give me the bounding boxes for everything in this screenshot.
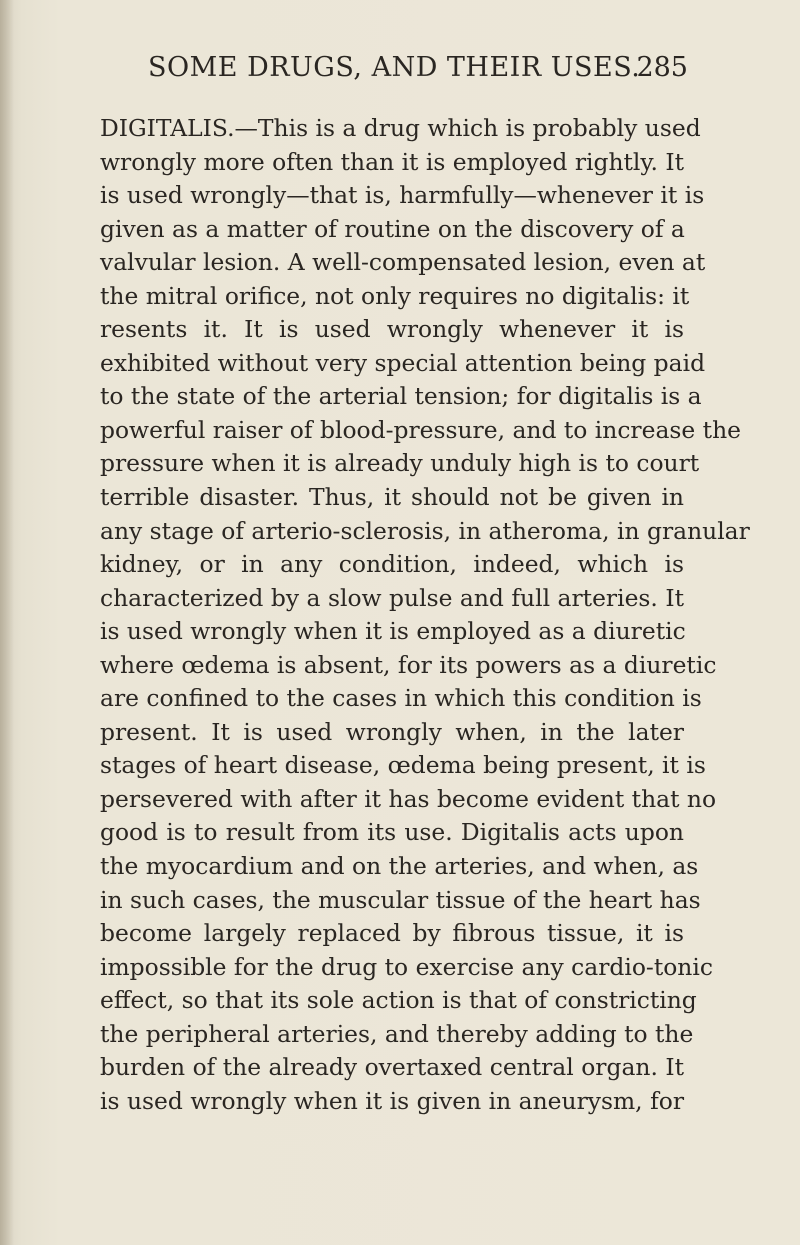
text-line: where œdema is absent, for its powers as a diuretic [100,650,717,679]
text-line: persevered with after it has become evident that no [100,784,717,813]
text-line: stages of heart disease, œdema being present, it is [100,751,706,780]
text-line: become largely replaced by fibrous tissue, it is [100,919,684,948]
text-line: the mitral orifice, not only requires no digitalis: it [100,281,690,310]
text-line: is used wrongly—that is, harmfully—whenever it is [100,181,705,210]
text-line: resents it. It is used wrongly whenever it is [100,315,684,344]
page-number: 285 [636,52,688,83]
text-line: is used wrongly when it is given in aneurysm, for [100,1086,684,1115]
binding-gutter-shadow [0,0,14,1245]
text-line: good is to result from its use. Digitalis acts upon [100,818,684,847]
text-line: the myocardium and on the arteries, and when, as [100,852,699,881]
text-line: exhibited without very special attention being paid [100,348,706,377]
text-line: kidney, or in any condition, indeed, which is [100,550,684,579]
text-line: terrible disaster. Thus, it should not be given in [100,483,684,512]
running-title: SOME DRUGS, AND THEIR USES. [148,52,641,83]
text-line: valvular lesion. A well-compensated lesion, even at [100,248,706,277]
text-line: in such cases, the muscular tissue of the heart has [100,885,701,914]
running-head [148,52,688,92]
text-line: impossible for the drug to exercise any cardio-tonic [100,952,713,981]
text-line: given as a matter of routine on the discovery of a [100,214,685,243]
text-line: DIGITALIS.—This is a drug which is probably used [100,114,701,142]
text-line: characterized by a slow pulse and full arteries. It [100,583,684,612]
text-line: the peripheral arteries, and thereby adding to the [100,1019,694,1048]
text-line: pressure when it is already unduly high is to court [100,449,700,478]
text-line: is used wrongly when it is employed as a diuretic [100,617,686,646]
text-line: present. It is used wrongly when, in the later [100,717,684,746]
body-text [100,112,750,1118]
text-line: burden of the already overtaxed central organ. It [100,1053,684,1082]
text-line: effect, so that its sole action is that of constricting [100,986,697,1015]
text-line: are confined to the cases in which this condition is [100,684,702,713]
text-line: wrongly more often than it is employed rightly. It [100,147,685,176]
text-line: powerful raiser of blood-pressure, and to increase the [100,415,741,444]
text-line: to the state of the arterial tension; for digitalis is a [100,382,702,411]
text-line: any stage of arterio-sclerosis, in atheroma, in granular [100,516,750,545]
